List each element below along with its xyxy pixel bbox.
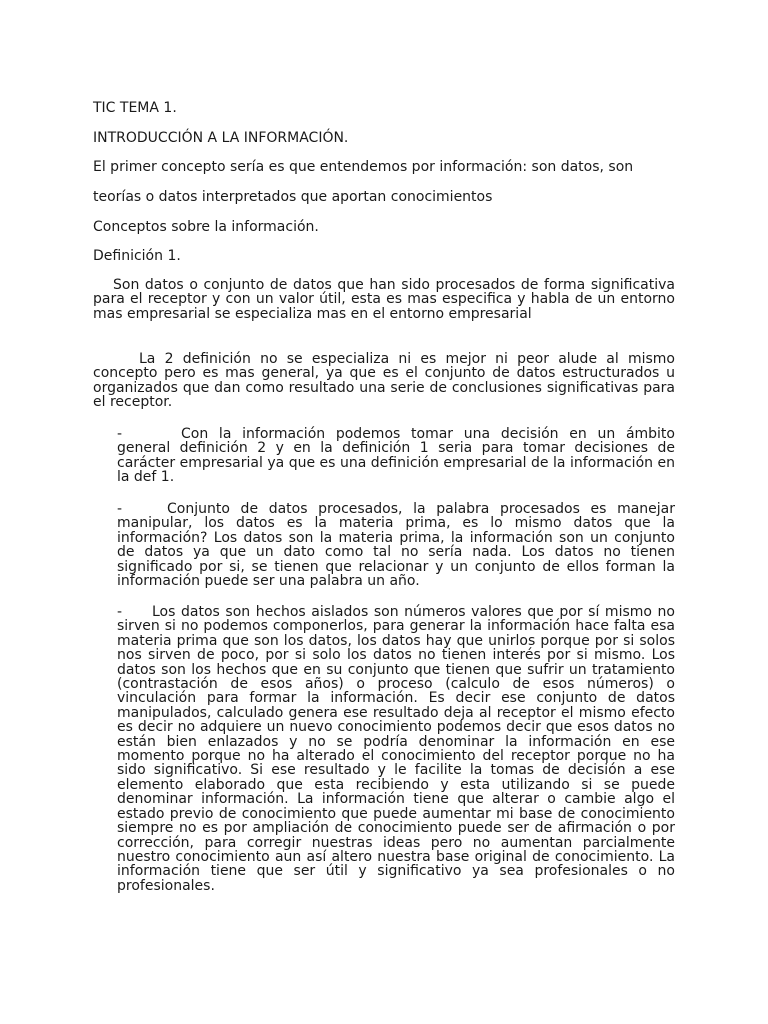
paragraph-definicion-1: Son datos o conjunto de datos que han sido procesados de forma significativa para el receptor y con un valor útil, esta es mas especifica y habla de un entorno mas empresarial se especializa mas en el entorno empresarial	[93, 277, 675, 322]
paragraph-definicion-2: La 2 definición no se especializa ni es mejor ni peor alude al mismo concepto pero es mas general, ya que es el conjunto de datos estructurados u organizados que dan como resultado una serie de conclusiones significativas para el receptor.	[93, 351, 675, 411]
bullet-text: Los datos son hechos aislados son números valores que por sí mismo no sirven si no podemos componerlos, para generar la información hace falta esa materia prima que son los datos, los datos hay que unirlos porque por si solos nos sirven de poco, por si solo los datos no tienen interés por si mismo. Los datos son los hechos que en su conjunto que tienen que sufrir un tratamiento (contrastación de esos años) o proceso (calculo de esos números) o vinculación para formar la información. Es decir ese conjunto de datos manipulados, calculado genera ese resultado deja al receptor el mismo efecto es decir no adquiere un nuevo conocimiento podemos decir que esos datos no están bien enlazados y no se podría denominar la información en ese momento porque no ha alterado el conocimiento del receptor porque no ha sido significativo. Si ese resultado y le facilite la tomas de decisión a ese elemento elaborado que esta recibiendo y esta utilizando si se puede denominar información. La información tiene que alterar o cambie algo el estado previo de conocimiento que puede aumentar mi base de conocimiento siempre no es por ampliación de conocimiento puede ser de afirmación o por corrección, para corregir nuestras ideas pero no aumentan parcialmente nuestro conocimiento aun así altero nuestra base original de conocimiento. La información tiene que ser útil y significativo ya sea profesionales o no profesionales.	[117, 604, 675, 894]
bullet-text: Conjunto de datos procesados, la palabra procesados es manejar manipular, los datos es la materia prima, es lo mismo datos que la información? Los datos son la materia prima, la información son un conjunto de datos ya que un dato como tal no sería nada. Los datos no tienen significado por si, se tienen que relacionar y un conjunto de ellos forman la información puede ser una palabra un año.	[117, 501, 675, 590]
heading-introduccion: INTRODUCCIÓN A LA INFORMACIÓN.	[93, 130, 349, 146]
concept-line-2: teorías o datos interpretados que aportan conocimientos	[93, 189, 493, 205]
bullet-item-1	[117, 427, 675, 485]
bullet-dash: -	[117, 604, 123, 620]
concept-line-1: El primer concepto sería es que entendemos por información: son datos, son	[93, 159, 634, 175]
heading-tema: TIC TEMA 1.	[93, 100, 177, 116]
bullet-item-2	[117, 502, 675, 588]
heading-definicion: Definición 1.	[93, 248, 181, 264]
heading-conceptos: Conceptos sobre la información.	[93, 219, 319, 235]
bullet-dash: -	[117, 501, 123, 517]
bullet-item-3	[117, 605, 675, 893]
bullet-text: Con la información podemos tomar una decisión en un ámbito general definición 2 y en la definición 1 seria para tomar decisiones de carácter empresarial ya que es una definición empresarial de la información en la def 1.	[117, 426, 675, 486]
bullet-dash: -	[117, 426, 123, 442]
